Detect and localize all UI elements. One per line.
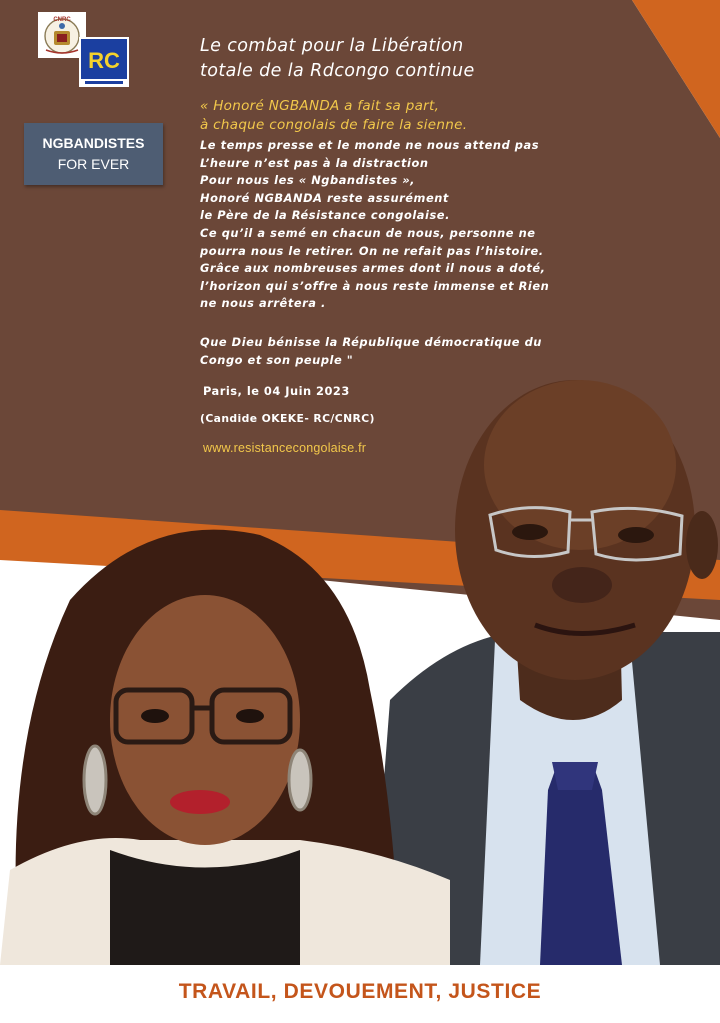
blessing: [200, 334, 640, 369]
quote-highlight: [200, 97, 640, 135]
rc-logo: [79, 37, 129, 87]
svg-text:CNRC: CNRC: [53, 17, 71, 23]
badge-line2: FOR EVER: [57, 156, 130, 172]
body-line: pourra nous le retirer. On ne refait pas l’histoire.: [200, 243, 544, 258]
body-line: l’horizon qui s’offre à nous reste immense et Rien: [200, 278, 550, 293]
svg-text:RC: RC: [88, 48, 120, 73]
motto-text: TRAVAIL, DEVOUEMENT, JUSTICE: [178, 980, 542, 1003]
message-body: [200, 137, 640, 313]
website-link[interactable]: www.resistancecongolaise.fr: [203, 441, 367, 455]
blessing-line1: Que Dieu bénisse la République démocratique du: [200, 335, 542, 349]
motto-banner: [0, 965, 720, 1023]
body-line: Pour nous les « Ngbandistes »,: [200, 173, 416, 188]
signature: (Candide OKEKE- RC/CNRC): [200, 412, 375, 425]
body-line: Le temps presse et le monde ne nous attend pas: [200, 138, 540, 152]
body-line: ne nous arrêtera .: [200, 296, 326, 311]
badge-line1: NGBANDISTES: [42, 135, 145, 151]
body-line: Honoré NGBANDA reste assurément: [200, 190, 449, 205]
blessing-line2: Congo et son peuple ": [200, 352, 354, 367]
quote-highlight-line2: à chaque congolais de faire la sienne.: [200, 117, 468, 133]
headline-line1: Le combat pour la Libération: [200, 36, 464, 56]
quote-highlight-line1: « Honoré NGBANDA a fait sa part,: [200, 98, 440, 114]
headline: [200, 34, 640, 84]
body-line: le Père de la Résistance congolaise.: [200, 208, 450, 223]
body-line: Ce qu’il a semé en chacun de nous, personne ne: [200, 225, 536, 240]
body-line: L’heure n’est pas à la distraction: [200, 155, 429, 170]
body-line: Grâce aux nombreuses armes dont il nous a doté,: [200, 261, 546, 276]
headline-line2: totale de la Rdcongo continue: [200, 61, 475, 81]
dateline: Paris, le 04 Juin 2023: [203, 384, 350, 398]
woman-portrait: [0, 510, 450, 965]
ngbandistes-badge: [24, 123, 163, 185]
